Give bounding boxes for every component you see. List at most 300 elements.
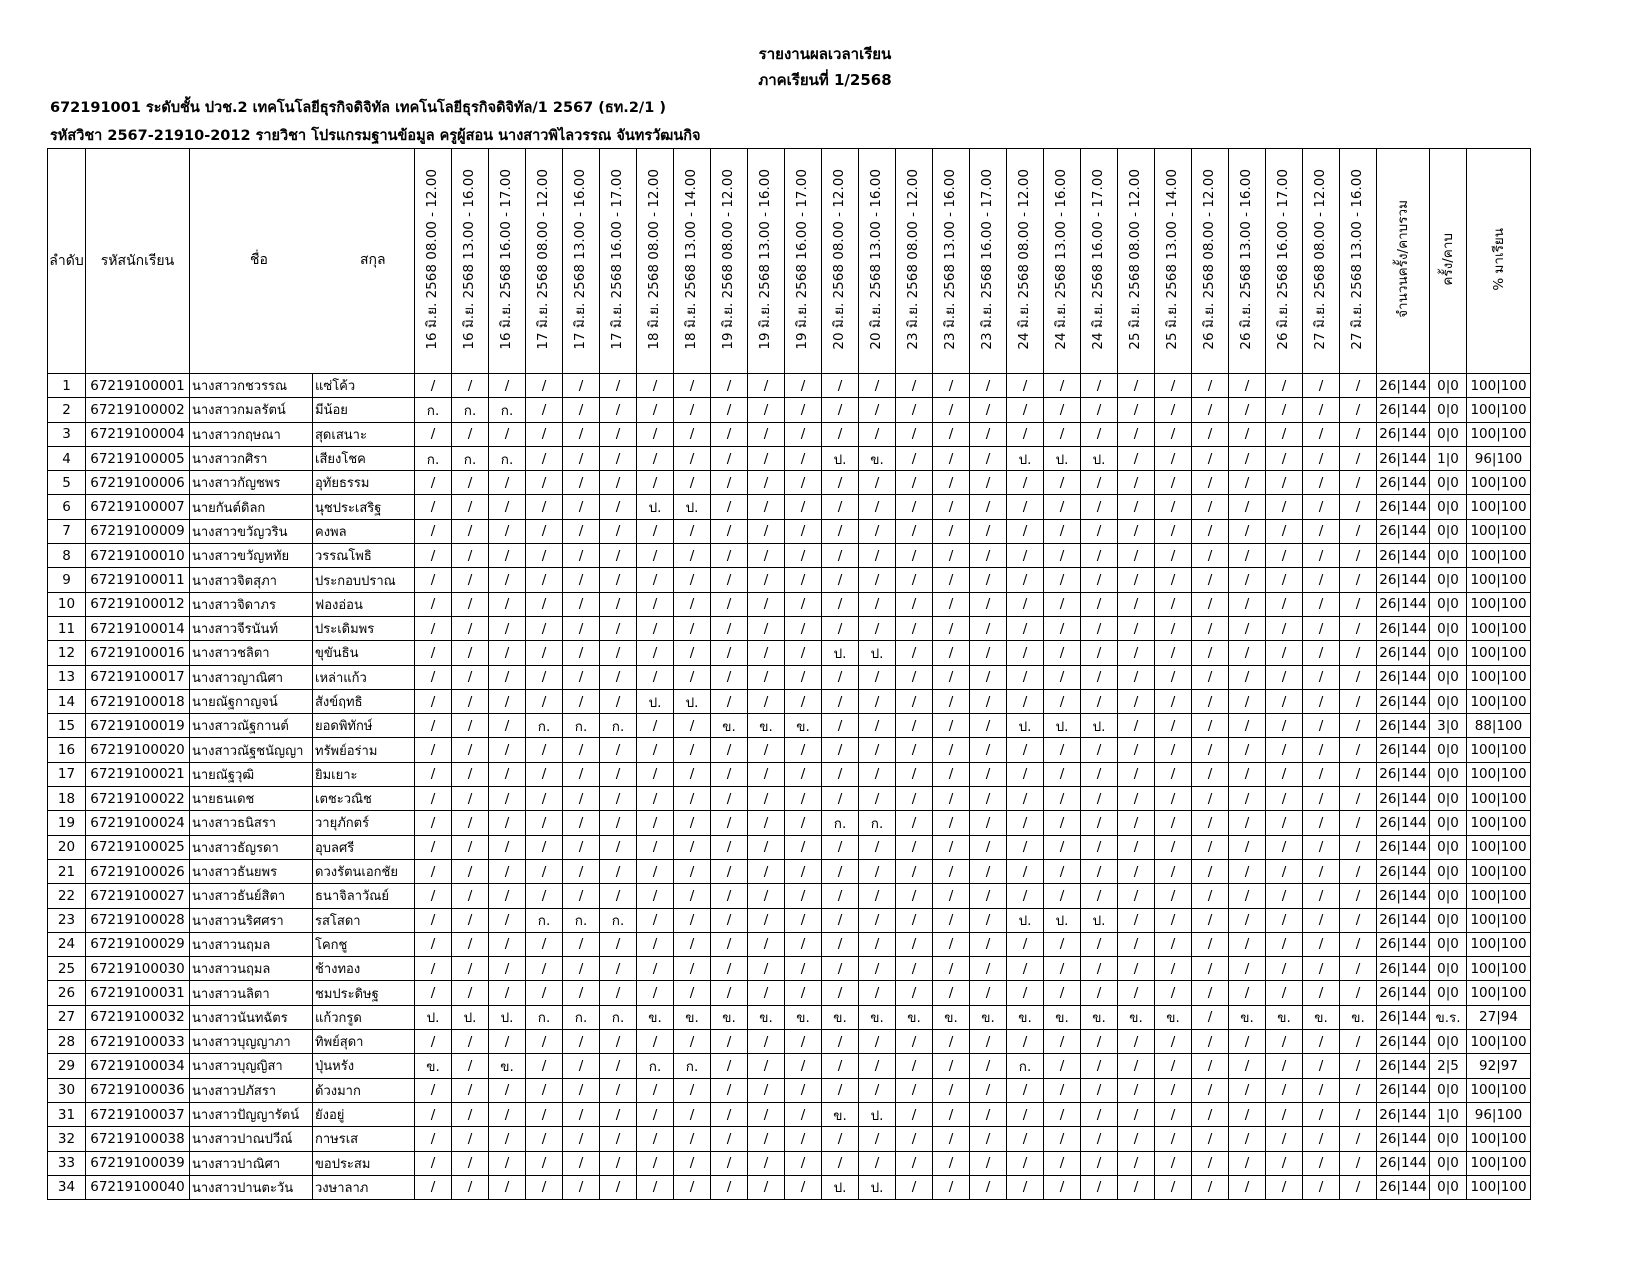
attendance-mark: / <box>1303 884 1340 908</box>
attendance-mark: / <box>859 616 896 640</box>
row-percent: 100|100 <box>1467 1078 1531 1102</box>
attendance-mark: / <box>600 811 637 835</box>
attendance-mark: / <box>637 811 674 835</box>
attendance-mark: / <box>970 641 1007 665</box>
attendance-mark: / <box>1340 762 1377 786</box>
attendance-mark: / <box>1229 859 1266 883</box>
attendance-mark: / <box>859 519 896 543</box>
attendance-mark: / <box>748 908 785 932</box>
attendance-mark: / <box>526 1127 563 1151</box>
attendance-mark: / <box>711 787 748 811</box>
attendance-mark: / <box>1118 738 1155 762</box>
attendance-mark: / <box>1155 835 1192 859</box>
attendance-mark: / <box>785 1054 822 1078</box>
attendance-mark: / <box>896 1127 933 1151</box>
row-total: 26|144 <box>1377 1175 1430 1199</box>
attendance-mark: / <box>600 1078 637 1102</box>
attendance-mark: / <box>526 811 563 835</box>
row-count: 0|0 <box>1430 422 1467 446</box>
attendance-mark: / <box>1303 398 1340 422</box>
row-last-name: นุชประเสริฐ <box>313 495 415 519</box>
row-first-name: นางสาวขวัญวริน <box>190 519 313 543</box>
attendance-mark: / <box>933 495 970 519</box>
attendance-mark: / <box>748 762 785 786</box>
header-session <box>1155 149 1192 374</box>
attendance-mark: / <box>933 787 970 811</box>
header-session-label: 23 มิ.ย. 2568 16.00 - 17.00 <box>979 168 996 350</box>
attendance-mark: / <box>970 471 1007 495</box>
attendance-mark: / <box>896 981 933 1005</box>
attendance-mark: / <box>674 787 711 811</box>
attendance-mark: / <box>1303 908 1340 932</box>
attendance-mark: / <box>637 544 674 568</box>
attendance-mark: / <box>785 616 822 640</box>
attendance-mark: / <box>859 981 896 1005</box>
attendance-mark: / <box>1081 519 1118 543</box>
attendance-mark: / <box>970 738 1007 762</box>
row-percent: 100|100 <box>1467 592 1531 616</box>
attendance-mark: / <box>1081 1078 1118 1102</box>
row-student-id: 67219100028 <box>86 908 190 932</box>
attendance-mark: / <box>711 544 748 568</box>
attendance-mark: / <box>1081 1151 1118 1175</box>
attendance-mark: / <box>1303 374 1340 398</box>
row-student-id: 67219100026 <box>86 859 190 883</box>
row-total: 26|144 <box>1377 665 1430 689</box>
attendance-mark: / <box>1155 1102 1192 1126</box>
attendance-mark: ข. <box>859 1005 896 1029</box>
attendance-mark: / <box>1044 592 1081 616</box>
attendance-mark: / <box>1081 1175 1118 1199</box>
attendance-mark: / <box>1044 398 1081 422</box>
attendance-mark: / <box>1118 616 1155 640</box>
row-percent: 100|100 <box>1467 568 1531 592</box>
attendance-mark: / <box>1192 835 1229 859</box>
attendance-mark: / <box>600 519 637 543</box>
attendance-mark: / <box>711 981 748 1005</box>
attendance-mark: / <box>748 1127 785 1151</box>
attendance-mark: / <box>933 398 970 422</box>
header-session <box>563 149 600 374</box>
table-row <box>48 957 1531 981</box>
attendance-mark: / <box>1007 471 1044 495</box>
attendance-mark: ข. <box>711 1005 748 1029</box>
attendance-mark: / <box>637 859 674 883</box>
row-count: 0|0 <box>1430 568 1467 592</box>
attendance-mark: / <box>748 422 785 446</box>
row-last-name: ฟองอ่อน <box>313 592 415 616</box>
attendance-mark: / <box>711 1175 748 1199</box>
row-last-name: ขุขันธิน <box>313 641 415 665</box>
attendance-mark: ข. <box>785 714 822 738</box>
attendance-mark: / <box>859 1030 896 1054</box>
attendance-mark: / <box>1044 859 1081 883</box>
table-row <box>48 689 1531 713</box>
row-no: 14 <box>48 689 86 713</box>
header-session-label: 19 มิ.ย. 2568 08.00 - 12.00 <box>720 168 737 350</box>
attendance-mark: / <box>822 616 859 640</box>
attendance-mark: / <box>1118 1054 1155 1078</box>
attendance-mark: / <box>452 616 489 640</box>
row-count: 0|0 <box>1430 908 1467 932</box>
attendance-mark: / <box>896 471 933 495</box>
attendance-mark: / <box>1340 981 1377 1005</box>
attendance-mark: / <box>970 957 1007 981</box>
attendance-mark: / <box>1340 884 1377 908</box>
attendance-mark: / <box>600 762 637 786</box>
attendance-mark: / <box>1192 1127 1229 1151</box>
attendance-mark: / <box>1192 1175 1229 1199</box>
attendance-mark: / <box>674 932 711 956</box>
attendance-mark: / <box>452 884 489 908</box>
attendance-mark: / <box>674 1102 711 1126</box>
row-total: 26|144 <box>1377 398 1430 422</box>
attendance-mark: / <box>1044 422 1081 446</box>
attendance-mark: / <box>1044 568 1081 592</box>
attendance-mark: / <box>674 398 711 422</box>
attendance-mark: / <box>1340 714 1377 738</box>
attendance-mark: / <box>1007 1151 1044 1175</box>
attendance-mark: / <box>933 1175 970 1199</box>
attendance-mark: / <box>637 422 674 446</box>
table-row <box>48 665 1531 689</box>
attendance-mark: / <box>674 592 711 616</box>
attendance-mark: / <box>674 519 711 543</box>
row-percent: 96|100 <box>1467 1102 1531 1126</box>
attendance-mark: / <box>1081 495 1118 519</box>
attendance-mark: / <box>859 787 896 811</box>
attendance-mark: / <box>748 641 785 665</box>
attendance-mark: ก. <box>489 446 526 470</box>
row-first-name: นางสาวกศิรา <box>190 446 313 470</box>
attendance-mark: / <box>1007 641 1044 665</box>
attendance-mark: / <box>1192 398 1229 422</box>
header-session <box>970 149 1007 374</box>
attendance-mark: ก. <box>563 1005 600 1029</box>
header-session-label: 26 มิ.ย. 2568 13.00 - 16.00 <box>1238 168 1255 350</box>
attendance-mark: ป. <box>637 495 674 519</box>
attendance-mark: / <box>1229 1175 1266 1199</box>
attendance-mark: / <box>1340 1078 1377 1102</box>
attendance-mark: / <box>1081 787 1118 811</box>
attendance-mark: ป. <box>1007 446 1044 470</box>
attendance-mark: / <box>415 835 452 859</box>
attendance-mark: / <box>1340 957 1377 981</box>
attendance-mark: ข. <box>1266 1005 1303 1029</box>
attendance-mark: / <box>1081 471 1118 495</box>
attendance-mark: / <box>1192 616 1229 640</box>
attendance-mark: / <box>896 374 933 398</box>
header-no: ลำดับ <box>48 149 86 374</box>
header-session <box>748 149 785 374</box>
row-first-name: นางสาวชลิตา <box>190 641 313 665</box>
attendance-mark: / <box>896 689 933 713</box>
header-session <box>415 149 452 374</box>
attendance-mark: / <box>1155 932 1192 956</box>
table-row <box>48 568 1531 592</box>
attendance-mark: / <box>674 374 711 398</box>
attendance-mark: / <box>933 592 970 616</box>
attendance-mark: / <box>1155 908 1192 932</box>
attendance-mark: / <box>711 398 748 422</box>
attendance-mark: / <box>452 762 489 786</box>
attendance-mark: / <box>748 957 785 981</box>
attendance-mark: / <box>600 859 637 883</box>
attendance-mark: / <box>415 908 452 932</box>
attendance-mark: / <box>1266 908 1303 932</box>
row-percent: 100|100 <box>1467 738 1531 762</box>
table-row <box>48 859 1531 883</box>
header-total <box>1377 149 1430 374</box>
attendance-mark: / <box>1340 811 1377 835</box>
attendance-mark: / <box>415 471 452 495</box>
attendance-mark: / <box>489 1127 526 1151</box>
attendance-mark: / <box>785 1175 822 1199</box>
attendance-mark: / <box>526 957 563 981</box>
header-session-label: 25 มิ.ย. 2568 13.00 - 14.00 <box>1164 168 1181 350</box>
table-row <box>48 519 1531 543</box>
attendance-mark: / <box>674 544 711 568</box>
attendance-mark: / <box>1044 957 1081 981</box>
table-row <box>48 641 1531 665</box>
attendance-mark: / <box>970 714 1007 738</box>
attendance-mark: / <box>1007 884 1044 908</box>
attendance-mark: ข. <box>1340 1005 1377 1029</box>
attendance-mark: / <box>637 616 674 640</box>
attendance-mark: / <box>748 1054 785 1078</box>
attendance-mark: / <box>933 981 970 1005</box>
attendance-mark: / <box>1229 738 1266 762</box>
attendance-mark: / <box>1192 665 1229 689</box>
attendance-mark: / <box>859 592 896 616</box>
row-percent: 100|100 <box>1467 641 1531 665</box>
attendance-mark: / <box>1081 422 1118 446</box>
attendance-mark: / <box>674 1030 711 1054</box>
attendance-mark: ข. <box>822 1005 859 1029</box>
attendance-mark: / <box>1044 544 1081 568</box>
attendance-mark: / <box>748 519 785 543</box>
attendance-mark: / <box>1229 422 1266 446</box>
row-first-name: นางสาวปานตะวัน <box>190 1175 313 1199</box>
table-row <box>48 884 1531 908</box>
attendance-mark: / <box>674 811 711 835</box>
attendance-mark: / <box>452 1151 489 1175</box>
attendance-mark: / <box>674 1078 711 1102</box>
attendance-mark: / <box>859 495 896 519</box>
attendance-mark: / <box>1303 738 1340 762</box>
attendance-mark: / <box>1192 859 1229 883</box>
header-student-id: รหัสนักเรียน <box>86 149 190 374</box>
attendance-mark: / <box>1192 422 1229 446</box>
attendance-mark: / <box>1118 446 1155 470</box>
attendance-mark: / <box>822 1151 859 1175</box>
attendance-mark: / <box>1155 957 1192 981</box>
attendance-mark: / <box>1155 1151 1192 1175</box>
row-percent: 100|100 <box>1467 811 1531 835</box>
header-session <box>1340 149 1377 374</box>
attendance-mark: / <box>452 519 489 543</box>
attendance-mark: / <box>711 957 748 981</box>
table-row <box>48 398 1531 422</box>
row-no: 30 <box>48 1078 86 1102</box>
attendance-mark: / <box>859 471 896 495</box>
attendance-mark: ข. <box>970 1005 1007 1029</box>
row-percent: 92|97 <box>1467 1054 1531 1078</box>
header-session-label: 18 มิ.ย. 2568 13.00 - 14.00 <box>683 168 700 350</box>
attendance-mark: / <box>489 1030 526 1054</box>
table-row <box>48 714 1531 738</box>
attendance-mark: / <box>1118 1078 1155 1102</box>
attendance-mark: / <box>637 1030 674 1054</box>
attendance-mark: / <box>415 762 452 786</box>
attendance-mark: / <box>748 1175 785 1199</box>
attendance-mark: / <box>970 689 1007 713</box>
attendance-mark: / <box>859 738 896 762</box>
attendance-mark: / <box>785 374 822 398</box>
attendance-mark: / <box>563 689 600 713</box>
attendance-mark: / <box>748 981 785 1005</box>
attendance-mark: / <box>822 689 859 713</box>
attendance-mark: ก. <box>452 446 489 470</box>
attendance-mark: / <box>415 1175 452 1199</box>
row-first-name: นางสาวขวัญหทัย <box>190 544 313 568</box>
attendance-mark: / <box>1303 859 1340 883</box>
attendance-mark: / <box>415 422 452 446</box>
attendance-mark: / <box>563 422 600 446</box>
attendance-mark: ป. <box>1007 714 1044 738</box>
attendance-mark: / <box>1155 446 1192 470</box>
row-count: 0|0 <box>1430 811 1467 835</box>
attendance-mark: / <box>452 592 489 616</box>
attendance-mark: / <box>563 859 600 883</box>
attendance-mark: / <box>1044 1175 1081 1199</box>
table-row <box>48 932 1531 956</box>
attendance-mark: / <box>1266 689 1303 713</box>
row-total: 26|144 <box>1377 811 1430 835</box>
row-no: 18 <box>48 787 86 811</box>
attendance-mark: / <box>748 835 785 859</box>
attendance-mark: / <box>1266 957 1303 981</box>
attendance-mark: / <box>1229 519 1266 543</box>
attendance-mark: / <box>1118 957 1155 981</box>
table-row <box>48 471 1531 495</box>
attendance-mark: ก. <box>489 398 526 422</box>
attendance-mark: / <box>1229 908 1266 932</box>
attendance-mark: / <box>1155 592 1192 616</box>
row-no: 25 <box>48 957 86 981</box>
attendance-mark: / <box>1229 592 1266 616</box>
row-student-id: 67219100025 <box>86 835 190 859</box>
attendance-mark: / <box>1155 374 1192 398</box>
attendance-mark: / <box>637 471 674 495</box>
attendance-mark: / <box>1007 835 1044 859</box>
row-percent: 100|100 <box>1467 835 1531 859</box>
attendance-mark: / <box>526 519 563 543</box>
row-first-name: นายณัฐวุฒิ <box>190 762 313 786</box>
attendance-mark: / <box>1155 811 1192 835</box>
attendance-mark: / <box>1266 471 1303 495</box>
attendance-mark: / <box>1303 811 1340 835</box>
row-total: 26|144 <box>1377 422 1430 446</box>
attendance-mark: / <box>1044 1030 1081 1054</box>
attendance-mark: / <box>1192 957 1229 981</box>
attendance-mark: ข. <box>1044 1005 1081 1029</box>
attendance-mark: / <box>1044 787 1081 811</box>
row-total: 26|144 <box>1377 568 1430 592</box>
attendance-mark: ข. <box>1081 1005 1118 1029</box>
row-last-name: ดวงรัตนเอกชัย <box>313 859 415 883</box>
row-no: 1 <box>48 374 86 398</box>
attendance-rows <box>48 374 1531 1200</box>
attendance-mark: / <box>1303 665 1340 689</box>
attendance-mark: / <box>711 471 748 495</box>
row-first-name: นางสาวณัฐกานต์ <box>190 714 313 738</box>
attendance-mark: / <box>1118 762 1155 786</box>
attendance-mark: / <box>1007 762 1044 786</box>
attendance-mark: / <box>674 835 711 859</box>
attendance-mark: / <box>970 811 1007 835</box>
attendance-mark: ข. <box>637 1005 674 1029</box>
attendance-mark: / <box>1266 519 1303 543</box>
attendance-mark: / <box>859 835 896 859</box>
attendance-mark: / <box>1081 957 1118 981</box>
attendance-mark: ก. <box>563 908 600 932</box>
attendance-mark: / <box>822 932 859 956</box>
attendance-mark: / <box>1192 689 1229 713</box>
attendance-mark: / <box>1044 1102 1081 1126</box>
attendance-mark: / <box>1044 665 1081 689</box>
attendance-mark: / <box>637 738 674 762</box>
attendance-mark: / <box>1044 471 1081 495</box>
attendance-mark: ข. <box>674 1005 711 1029</box>
attendance-mark: / <box>1340 1151 1377 1175</box>
attendance-mark: / <box>859 398 896 422</box>
row-percent: 100|100 <box>1467 471 1531 495</box>
attendance-mark: / <box>526 787 563 811</box>
attendance-mark: / <box>1303 957 1340 981</box>
attendance-mark: / <box>563 544 600 568</box>
attendance-mark: / <box>452 738 489 762</box>
attendance-mark: / <box>452 568 489 592</box>
attendance-mark: / <box>452 859 489 883</box>
row-last-name: ธนาจิลาวัณย์ <box>313 884 415 908</box>
attendance-mark: / <box>859 1078 896 1102</box>
attendance-mark: / <box>785 981 822 1005</box>
attendance-mark: / <box>1303 1151 1340 1175</box>
attendance-mark: / <box>1266 1175 1303 1199</box>
attendance-mark: / <box>822 471 859 495</box>
attendance-mark: / <box>1007 1102 1044 1126</box>
attendance-mark: / <box>970 616 1007 640</box>
row-total: 26|144 <box>1377 835 1430 859</box>
row-no: 11 <box>48 616 86 640</box>
attendance-mark: / <box>637 519 674 543</box>
row-percent: 100|100 <box>1467 787 1531 811</box>
attendance-mark: / <box>896 1151 933 1175</box>
row-student-id: 67219100011 <box>86 568 190 592</box>
attendance-mark: ก. <box>859 811 896 835</box>
attendance-mark: / <box>896 544 933 568</box>
attendance-mark: ข. <box>896 1005 933 1029</box>
attendance-mark: / <box>822 592 859 616</box>
attendance-mark: / <box>1007 616 1044 640</box>
attendance-mark: / <box>489 981 526 1005</box>
attendance-mark: / <box>1229 641 1266 665</box>
attendance-mark: / <box>1303 616 1340 640</box>
attendance-mark: / <box>896 884 933 908</box>
attendance-mark: ป. <box>674 689 711 713</box>
attendance-mark: / <box>1044 981 1081 1005</box>
